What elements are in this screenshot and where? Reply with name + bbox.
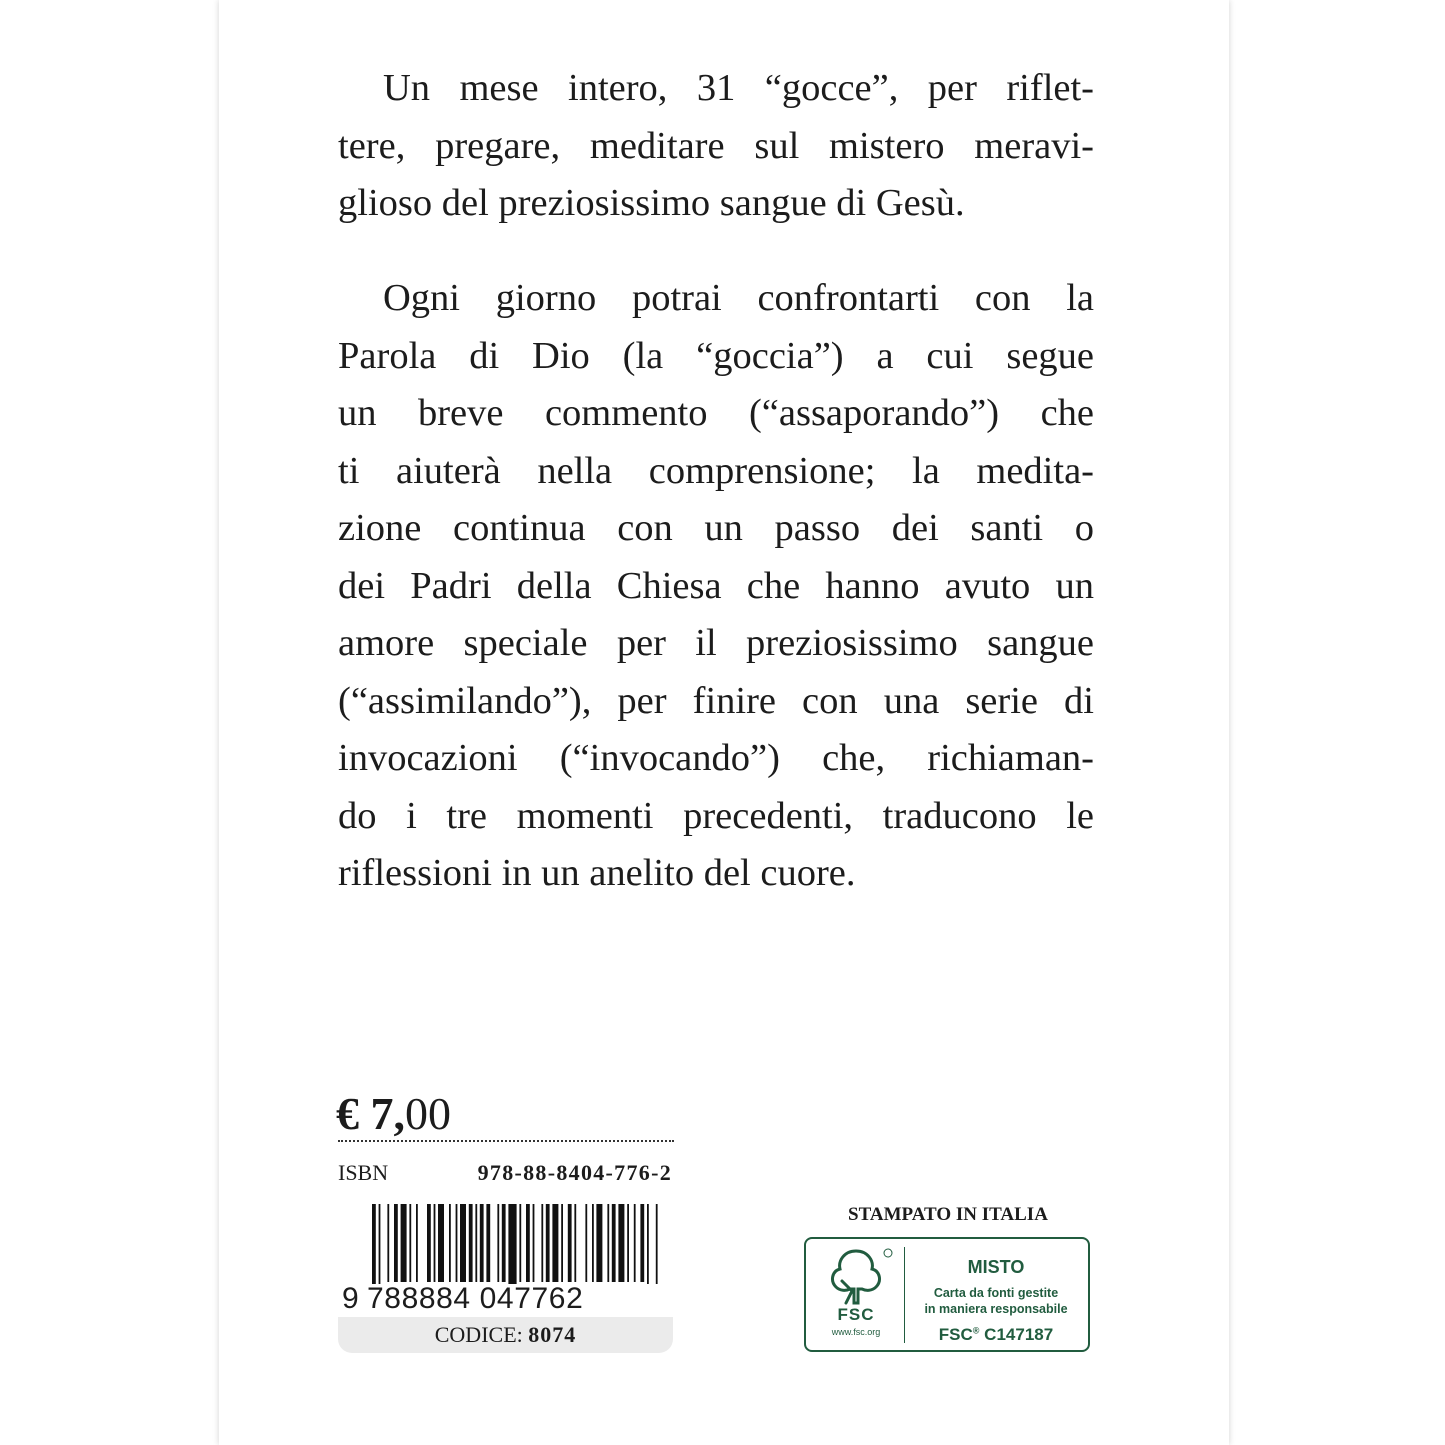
blurb-line: riflessioni in un anelito del cuore.	[338, 852, 856, 894]
barcode-bar	[460, 1204, 466, 1282]
barcode-digit-groups: 788884 047762	[367, 1282, 584, 1315]
codice-number: 8074	[528, 1322, 577, 1347]
barcode-bar	[480, 1204, 484, 1282]
fsc-url: www.fsc.org	[831, 1327, 881, 1337]
barcode-bar	[372, 1204, 376, 1284]
codice-bar	[338, 1317, 673, 1353]
barcode-bar	[561, 1204, 563, 1282]
barcode-bar	[607, 1204, 609, 1282]
fsc-code-prefix: FSC	[938, 1325, 973, 1344]
barcode-bar	[640, 1204, 644, 1282]
blurb-paragraph-1	[338, 60, 1094, 233]
barcode-bar	[526, 1204, 530, 1282]
fsc-description	[910, 1285, 1082, 1317]
fsc-description-line: in maniera responsabile	[924, 1302, 1068, 1316]
printed-in-label: STAMPATO IN ITALIA	[848, 1204, 1048, 1225]
fsc-logo-text: FSC	[837, 1305, 875, 1324]
fsc-registered-mark: ®	[972, 1325, 980, 1336]
fsc-license-code	[910, 1325, 1082, 1345]
price-integer: 7,	[370, 1088, 405, 1139]
barcode-bar	[585, 1204, 587, 1282]
barcode-bar	[592, 1204, 594, 1282]
blurb-line: Parola di Dio (la “goccia”) a cui segue	[338, 334, 1094, 377]
isbn	[338, 1160, 672, 1186]
blurb-line: tere, pregare, meditare sul mistero meravi-	[338, 124, 1094, 167]
barcode-bar	[552, 1204, 558, 1282]
blurb-line: Un mese intero, 31 “gocce”, per riflet-	[383, 67, 1094, 109]
fsc-tree-logo-icon	[816, 1247, 896, 1307]
isbn-number: 978-88-8404-776-2	[477, 1160, 672, 1185]
blurb-paragraph-2	[338, 270, 1094, 903]
isbn-label: ISBN	[338, 1160, 389, 1185]
barcode-bar	[475, 1204, 477, 1282]
price-currency: €	[336, 1088, 359, 1139]
barcode-bar	[647, 1204, 649, 1284]
fsc-code-number: C147187	[984, 1325, 1054, 1344]
barcode-bar	[627, 1204, 629, 1282]
fsc-category: MISTO	[967, 1257, 1025, 1277]
barcode-bar	[427, 1204, 431, 1282]
barcode-bar	[612, 1204, 616, 1282]
blurb-line: do i tre momenti precedenti, traducono le	[338, 794, 1094, 837]
blurb-line: ti aiuterà nella comprensione; la medita-	[338, 449, 1094, 492]
price	[336, 1086, 451, 1142]
barcode-bar	[449, 1204, 451, 1282]
blurb-line: zione continua con un passo dei santi o	[338, 507, 1094, 549]
blurb-line: un breve commento (“assaporando”) che	[338, 392, 1094, 434]
barcode-bar	[519, 1204, 521, 1282]
barcode-bar	[401, 1204, 407, 1282]
barcode-bar	[634, 1204, 636, 1282]
barcode-bar	[434, 1204, 436, 1282]
barcode-bar	[486, 1204, 490, 1282]
barcode-bar	[656, 1204, 658, 1284]
barcode-bar	[456, 1204, 458, 1282]
barcode-bar	[409, 1204, 411, 1282]
barcode-bar	[574, 1204, 576, 1282]
barcode-bar	[546, 1204, 550, 1282]
barcode-bar	[379, 1204, 381, 1284]
barcode-bars	[338, 1200, 673, 1284]
blurb-line: Ogni giorno potrai confrontarti con la	[383, 277, 1094, 319]
barcode-bar	[541, 1204, 543, 1282]
barcode-bar	[568, 1204, 572, 1282]
barcode-bar	[502, 1204, 506, 1282]
blurb-line: invocazioni (“invocando”) che, richiaman-	[338, 737, 1094, 779]
barcode	[338, 1200, 673, 1353]
dotted-divider	[338, 1140, 674, 1142]
fsc-description-line: Carta da fonti gestite	[933, 1286, 1059, 1300]
barcode-bar	[533, 1204, 535, 1282]
barcode-bar	[508, 1204, 516, 1284]
codice-label: CODICE:	[434, 1322, 523, 1347]
barcode-bar	[438, 1204, 444, 1282]
blurb-line: amore speciale per il preziosissimo sangue	[338, 622, 1094, 664]
fsc-label	[804, 1237, 1090, 1352]
barcode-bar	[469, 1204, 473, 1282]
blurb-line: dei Padri della Chiesa che hanno avuto un	[338, 564, 1094, 607]
barcode-bar	[416, 1204, 418, 1282]
blurb-line: glioso del preziosissimo sangue di Gesù.	[338, 182, 965, 224]
barcode-bar	[618, 1204, 624, 1282]
blurb-line: (“assimilando”), per finire con una serie di	[338, 679, 1094, 722]
barcode-bar	[596, 1204, 602, 1282]
barcode-bar	[394, 1204, 398, 1282]
price-decimals: 00	[405, 1088, 451, 1139]
barcode-bar	[387, 1204, 389, 1282]
fsc-divider	[904, 1247, 905, 1343]
barcode-bar	[497, 1204, 499, 1282]
barcode-first-digit: 9	[342, 1282, 360, 1315]
